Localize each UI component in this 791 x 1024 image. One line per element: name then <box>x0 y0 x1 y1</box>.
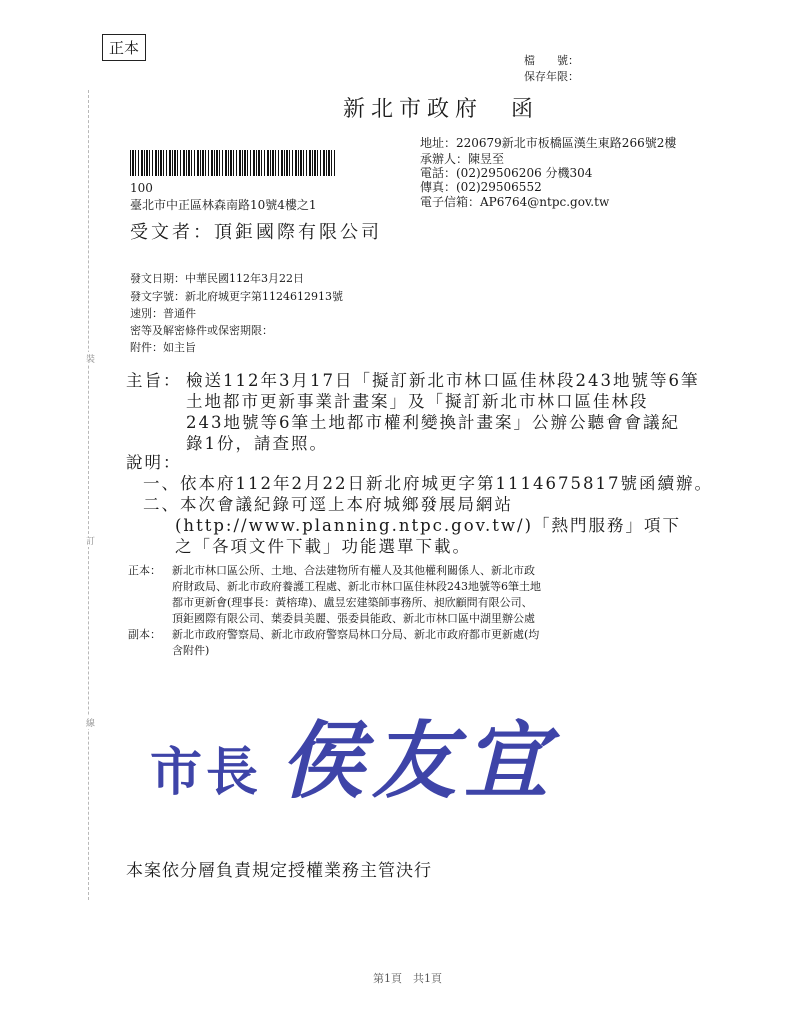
binding-mark-zhuang: 裝 <box>86 352 95 365</box>
copy-recipients-label: 副本： <box>128 628 161 641</box>
document-title: 新北市政府 函 <box>343 97 540 122</box>
explanation-item: 之「各項文件下載」功能選單下載。 <box>175 537 471 556</box>
attachment: 附件：如主旨 <box>130 341 196 354</box>
explanation-label: 說明： <box>126 453 182 472</box>
explanation-item: 一、依本府112年2月22日新北府城更字第1114675817號函續辦。 <box>143 474 713 493</box>
binding-mark-ding: 訂 <box>86 534 95 547</box>
binding-line <box>88 90 90 900</box>
subject-label: 主旨： <box>126 371 182 390</box>
subject-line: 檢送112年3月17日「擬訂新北市林口區佳林段243地號等6筆 <box>186 371 700 390</box>
issue-date: 發文日期：中華民國112年3月22日 <box>130 272 304 285</box>
copy-type-stamp: 正本 <box>102 34 146 61</box>
copy-recipients-line: 新北市政府警察局、新北市政府警察局林口分局、新北市政府都市更新處(均 <box>172 628 540 641</box>
sender-fax: 傳真：(02)29506552 <box>420 180 542 194</box>
sender-phone: 電話：(02)29506206 分機304 <box>420 166 593 180</box>
subject-line: 錄1份，請查照。 <box>186 434 328 453</box>
sender-address: 地址：220679新北市板橋區漢生東路266號2樓 <box>420 136 677 150</box>
sender-officer: 承辦人：陳昱至 <box>420 152 505 166</box>
explanation-item: (http://www.planning.ntpc.gov.tw/)「熱門服務」項下 <box>175 516 682 535</box>
file-number-label: 檔 號： <box>524 54 579 67</box>
sender-email: 電子信箱：AP6764@ntpc.gov.tw <box>420 195 610 209</box>
explanation-item: 二、本次會議紀錄可逕上本府城鄉發展局網站 <box>143 495 513 514</box>
binding-mark-xian: 線 <box>86 716 95 729</box>
recipient: 受文者：頂鉅國際有限公司 <box>130 222 382 243</box>
document-number: 發文字號：新北府城更字第1124612913號 <box>130 290 343 303</box>
original-recipients-line: 府財政局、新北市政府養護工程處、新北市林口區佳林段243地號等6筆土地 <box>172 580 541 593</box>
delegation-note: 本案依分層負責規定授權業務主管決行 <box>126 861 432 881</box>
retention-label: 保存年限： <box>524 70 579 83</box>
original-recipients-label: 正本： <box>128 564 161 577</box>
original-recipients-line: 頂鉅國際有限公司、葉委員美麗、張委員能政、新北市林口區中湖里辦公處 <box>172 612 535 625</box>
subject-line: 土地都市更新事業計畫案」及「擬訂新北市林口區佳林段 <box>186 392 649 411</box>
page-number: 第1頁 共1頁 <box>373 972 442 985</box>
mayor-signature-seal: 侯友宜 <box>280 711 557 810</box>
delivery-speed: 速別：普通件 <box>130 307 196 320</box>
mailing-address: 臺北市中正區林森南路10號4樓之1 <box>130 198 317 212</box>
subject-line: 243地號等6筆土地都市權利變換計畫案」公辦公聽會會議紀 <box>186 413 680 432</box>
original-recipients-line: 都市更新會(理事長：黃榕瑋)、盧昱宏建築師事務所、昶欣顧問有限公司、 <box>172 596 533 609</box>
secrecy-level: 密等及解密條件或保密期限： <box>130 324 273 337</box>
signature-title-seal: 市長 <box>150 742 263 803</box>
postal-code: 100 <box>130 181 153 195</box>
copy-recipients-line: 含附件) <box>172 644 210 657</box>
barcode <box>130 150 335 176</box>
original-recipients-line: 新北市林口區公所、土地、合法建物所有權人及其他權利關係人、新北市政 <box>172 564 535 577</box>
